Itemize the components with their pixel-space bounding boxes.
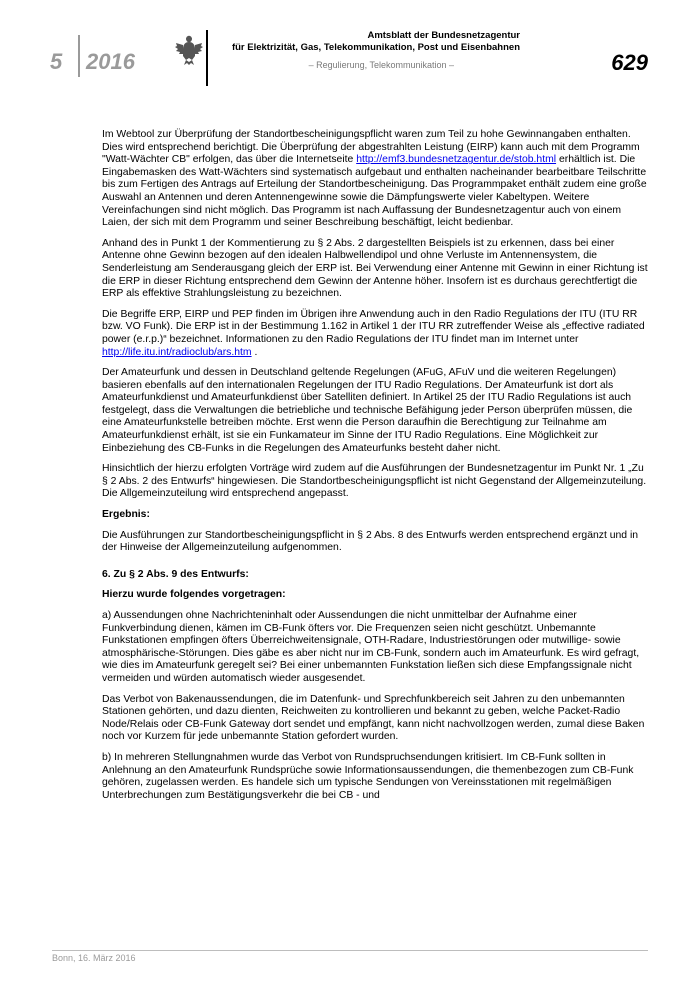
section-6-heading: 6. Zu § 2 Abs. 9 des Entwurfs: [102, 568, 249, 580]
emf3-link[interactable]: http://emf3.bundesnetzagentur.de/stob.html [356, 154, 557, 166]
itu-radioclub-link[interactable]: http://life.itu.int/radioclub/ars.htm [102, 346, 252, 358]
paragraph-b: b) In mehreren Stellungnahmen wurde das Verbot von Rundspruchsendungen kritisiert. Im CB-Funk sollten in Anlehnung an den Amateurfunk Rundsprüche sowie Informationsaussendungen, die themenbezogen zum CB-Funk gehören, zugelassen werden. Es handele sich um typische Sendungen von Vereinsstationen mit regelmäßigen Unterbrechungen zum Bestätigungsverkehr die bei CB - und [102, 751, 634, 801]
journal-title-line2: für Elektrizität, Gas, Telekommunikation, Post und Eisenbahnen [231, 42, 520, 53]
journal-subtitle: – Regulierung, Telekommunikation – [308, 60, 454, 70]
paragraph-amateurfunk: Der Amateurfunk und dessen in Deutschland geltende Regelungen (AFuG, AFuV und die weiteren Regelungen) basieren ebenfalls auf den internationalen Regelungen der ITU Radio Regulations. Der Amateurfunk ist dort als Amateurfunkdienst und Amateurfunkdienst über Satelliten definiert. In Artikel 25 der ITU Radio Regulations ist auch festgelegt, dass die Verwaltungen die betriebliche und technische Befähigung jeder Person überprüfen müssen, die eine Amateurfunkstelle betreiben möchte. Erst wenn die Person daraufhin die Berechtigung zur Teilnahme am Amateurfunkdienst erhält, ist sie ein Funkamateur im Sinne der ITU Radio Regulations. Eine Möglichkeit zur Einbeziehung des CB-Funks in die Regelungen des Amateurfunks besteht daher nicht. [102, 367, 633, 454]
document-body [102, 129, 650, 810]
paragraph-text: erhältlich ist. Die Eingabemasken des Watt-Wächters sind systematisch aufgebaut und enthalten nacheinander bearbeitbare Teilschritte bis zum Fertigen des Antrags auf Erteilung der Standortbescheinigung. Das Programmpaket enthält zudem eine große Auswahl an Antennen und deren Antennengewinne sowie die Dämpfungswerte vieler Kabeltypen. Weitere Vereinfachungen sind nicht möglich. Das Programm ist nach Auffassung der Bundesnetzagentur auch von einem Laien, der sich mit dem Programm und seiner Beschreibung beschäftigt, leicht bedienbar. [102, 154, 647, 229]
journal-title-line1: Amtsblatt der Bundesnetzagentur [367, 30, 520, 41]
paragraph-webtool [102, 129, 650, 230]
paragraph-erp-example: Anhand des in Punkt 1 der Kommentierung zu § 2 Abs. 2 dargestellten Beispiels ist zu erkennen, dass bei einer Antenne ohne Gewinn bezogen auf den idealen Halbwellendipol und ohne Verluste im Antennensystem, die Senderleistung am Senderausgang gleich der ERP ist. Bei Verwendung einer Antenne mit Gewinn in einer Richtung ist die ERP in dieser Richtung entsprechend dem Gewinn der Antenne höher. Insofern ist es durchaus gerechtfertigt die ERP als effektive Strahlungsleistung zu bezeichnen. [102, 237, 648, 300]
paragraph-bakenaussendungen: Das Verbot von Bakenaussendungen, die im Datenfunk- und Sprechfunkbereich seit Jahren zu den unbemannten Stationen gehörten, und dazu dienten, Reichweiten zu kontrollieren und bekannt zu geben, welche Packet-Radio Node/Relais oder CB-Funk Gateway dort sendet und empfängt, kann nicht nachvollzogen werden, zumal diese Baken noch vor Kurzem für jede unbemannte Station gefordert wurden. [102, 693, 645, 743]
issue-divider [78, 35, 80, 77]
ergebnis-text: Die Ausführungen zur Standortbescheinigungspflicht in § 2 Abs. 8 des Entwurfs werden entsprechend ergänzt und in der Hinweise der Allgemeinzuteilung aufgenommen. [102, 529, 639, 554]
paragraph-hinweis: Hinsichtlich der hierzu erfolgten Vorträge wird zudem auf die Ausführungen der Bundesnetzagentur im Punkt Nr. 1 „Zu § 2 Abs. 2 des Entwurfs“ hingewiesen. Die Standortbescheinigungspflicht ist nicht Gegenstand der Allgemeinzuteilung. Die Allgemeinzuteilung wird entsprechend angepasst. [102, 463, 647, 500]
federal-eagle-icon [175, 34, 203, 66]
paragraph-a: a) Aussendungen ohne Nachrichteninhalt oder Aussendungen die nicht unmittelbar der Aufnahme einer Funkverbindung dienen, kämen im CB-Funk öfters vor. Die Frequenzen seien nicht geschützt. Unbemannte Funkstationen empfingen öfters Überreichweitensignale, OTH-Radare, Industriestörungen oder mutwillige- sowie atmosphärische-Störungen. Dies gäbe es aber nicht nur im CB-Funk, sondern auch im Amateurfunk. Es wird gefragt, wie dies im Amateurfunk geregelt sei? Bei einer unbemannten Funkstation ließen sich diese Empfangssignale nicht vermeiden und würden automatisch wieder ausgesendet. [102, 610, 640, 684]
ergebnis-heading: Ergebnis: [102, 509, 150, 521]
paragraph-itu-terms [102, 309, 650, 359]
issue-number: 5 [50, 49, 63, 74]
paragraph-text: Die Begriffe ERP, EIRP und PEP finden im Übrigen ihre Anwendung auch in den Radio Regulations der ITU (ITU RR bzw. VO Funk). Die ERP ist in der Bestimmung 1.162 in Artikel 1 der ITU RR zutreffender Weise als „effective radiated power (e.r.p.)“ bezeichnet. Informationen zu den Radio Regulations der ITU findet man im Internet unter [102, 308, 645, 345]
issue-year: 2016 [86, 49, 135, 74]
page-number: 629 [611, 50, 648, 75]
issue-label [50, 50, 135, 74]
journal-title [220, 30, 520, 54]
footer-date: Bonn, 16. März 2016 [52, 953, 136, 963]
vorgetragen-heading: Hierzu wurde folgendes vorgetragen: [102, 589, 286, 601]
paragraph-text: . [251, 346, 258, 358]
emblem-divider [206, 30, 208, 86]
footer-divider [52, 950, 648, 951]
paragraph-text: Im Webtool zur Überprüfung der Standortbescheinigungspflicht waren zum Teil zu hohe Gewinnangaben enthalten. Dies wird entsprechend berichtigt. Die Überprüfung der abgestrahlten Leistung (EIRP) kann auch mit dem Programm "Watt-Wächter CB" erfolgen, das über die Internetseite [102, 129, 640, 166]
